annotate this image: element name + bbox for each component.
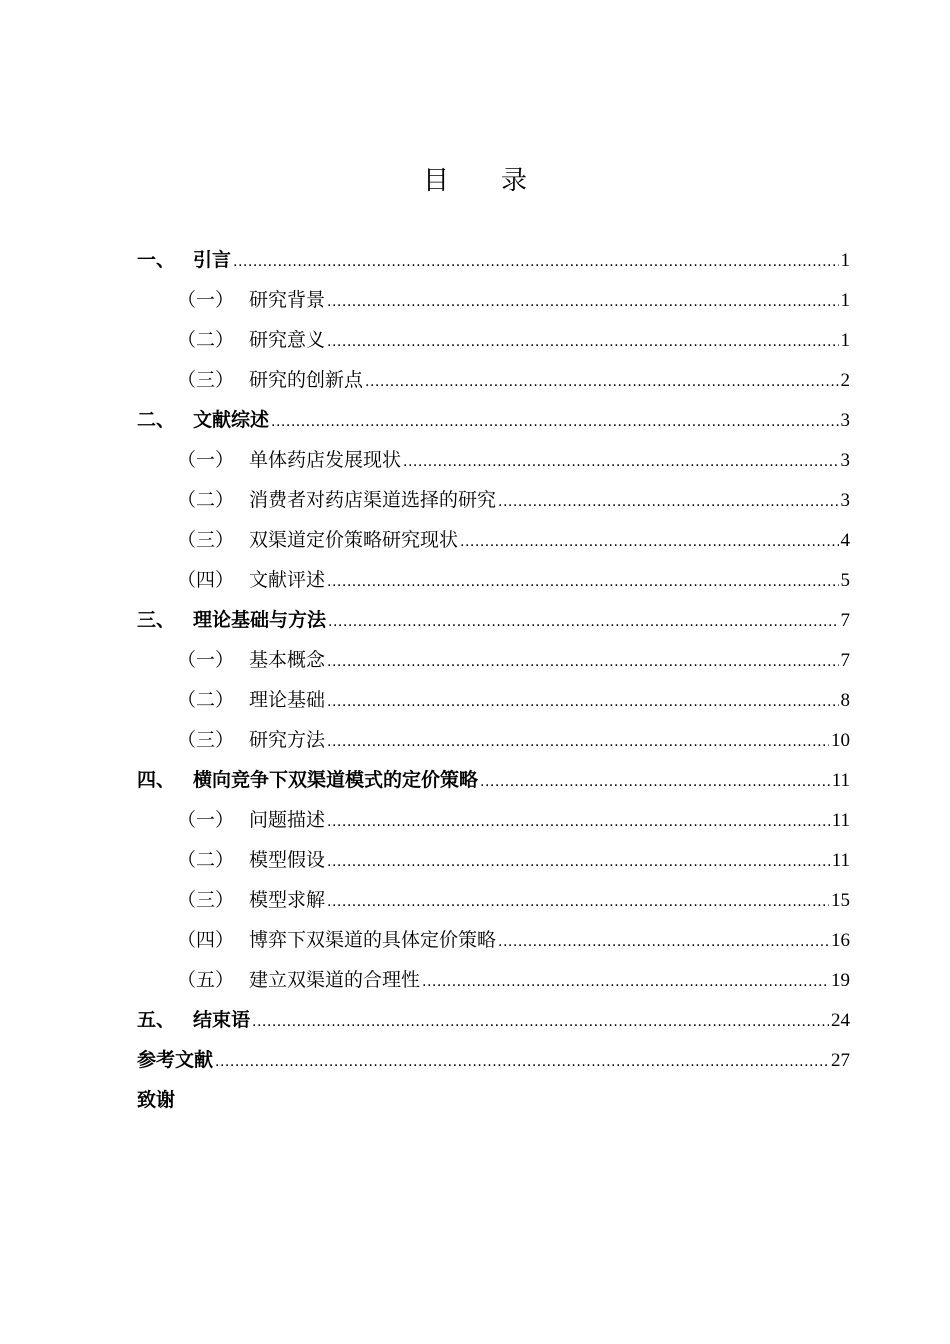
toc-entry-page-number: 11 (831, 770, 850, 791)
toc-entry-label: 模型假设 (249, 849, 326, 871)
toc-entry-page-number: 4 (840, 530, 850, 551)
toc-entry-number: （一） (177, 289, 235, 311)
toc-entry-page-number: 10 (831, 730, 850, 751)
toc-entry-number: （四） (177, 569, 235, 591)
toc-dot-leader (327, 562, 838, 602)
toc-entry-number: （一） (177, 449, 235, 471)
toc-dot-leader (327, 722, 829, 762)
toc-entry-label: 引言 (193, 249, 232, 271)
toc-entry-label: 博弈下双渠道的具体定价策略 (249, 929, 497, 951)
toc-entry-label: 模型求解 (249, 889, 326, 911)
toc-dot-leader (327, 802, 830, 842)
toc-section-entry[interactable] (137, 720, 850, 760)
toc-dot-leader (498, 482, 838, 522)
toc-entry-label: 文献综述 (193, 409, 270, 431)
toc-entry-page-number: 5 (840, 570, 850, 591)
toc-chapter-entry[interactable] (137, 1040, 850, 1080)
toc-entry-label: 消费者对药店渠道选择的研究 (249, 489, 497, 511)
toc-section-entry[interactable] (137, 440, 850, 480)
toc-entry-number: （一） (177, 809, 235, 831)
toc-dot-leader (327, 282, 838, 322)
toc-chapter-entry[interactable] (137, 600, 850, 640)
toc-entry-page-number: 19 (831, 970, 850, 991)
toc-section-entry[interactable] (137, 680, 850, 720)
toc-title (0, 160, 950, 197)
toc-entry-number: 五、 (137, 1009, 176, 1031)
toc-section-entry[interactable] (137, 560, 850, 600)
toc-entry-number: （二） (177, 329, 235, 351)
toc-entry-label: 理论基础 (249, 689, 326, 711)
toc-entry-page-number: 3 (840, 490, 850, 511)
toc-dot-leader (480, 762, 830, 802)
toc-section-entry[interactable] (137, 520, 850, 560)
toc-entry-label: 研究的创新点 (249, 369, 364, 391)
toc-dot-leader (403, 442, 838, 482)
toc-entry-label: 问题描述 (249, 809, 326, 831)
toc-dot-leader (328, 602, 838, 642)
toc-dot-leader (327, 882, 829, 922)
toc-entry-label: 文献评述 (249, 569, 326, 591)
toc-chapter-entry[interactable] (137, 240, 850, 280)
toc-entry-label: 基本概念 (249, 649, 326, 671)
toc-section-entry[interactable] (137, 960, 850, 1000)
toc-entry-label: 结束语 (193, 1009, 251, 1031)
toc-entry-label: 致谢 (137, 1089, 176, 1111)
toc-entry-number: 四、 (137, 769, 176, 791)
toc-entry-number: （五） (177, 969, 235, 991)
toc-dot-leader (327, 682, 838, 722)
toc-section-entry[interactable] (137, 920, 850, 960)
toc-entry-page-number: 1 (840, 250, 850, 271)
toc-dot-leader (327, 842, 830, 882)
toc-entry-number: （四） (177, 929, 235, 951)
toc-entry-label: 研究背景 (249, 289, 326, 311)
toc-dot-leader (327, 642, 838, 682)
toc-entry-number: （三） (177, 529, 235, 551)
toc-chapter-entry[interactable] (137, 760, 850, 800)
toc-entry-number: （二） (177, 489, 235, 511)
toc-entry-page-number: 24 (831, 1010, 850, 1031)
toc-chapter-entry[interactable] (137, 1000, 850, 1040)
toc-section-entry[interactable] (137, 640, 850, 680)
toc-entry-number: （三） (177, 729, 235, 751)
toc-entry-page-number: 7 (840, 650, 850, 671)
toc-title-left: 目 (422, 166, 449, 196)
toc-entry-number: （二） (177, 689, 235, 711)
toc-entry-label: 双渠道定价策略研究现状 (249, 529, 459, 551)
toc-section-entry[interactable] (137, 360, 850, 400)
toc-dot-leader (498, 922, 829, 962)
toc-entry-page-number: 1 (840, 290, 850, 311)
toc-title-right: 录 (501, 166, 528, 196)
toc-entry-page-number: 11 (831, 810, 850, 831)
toc-entry-label: 单体药店发展现状 (249, 449, 402, 471)
toc-entry-label: 横向竞争下双渠道模式的定价策略 (193, 769, 479, 791)
toc-dot-leader (460, 522, 838, 562)
toc-entry-number: （二） (177, 849, 235, 871)
toc-entry-number: （一） (177, 649, 235, 671)
table-of-contents (137, 240, 850, 1120)
toc-section-entry[interactable] (137, 840, 850, 880)
toc-entry-page-number: 15 (831, 890, 850, 911)
toc-entry-page-number: 3 (840, 410, 850, 431)
toc-entry-page-number: 3 (840, 450, 850, 471)
toc-dot-leader (327, 322, 838, 362)
toc-section-entry[interactable] (137, 320, 850, 360)
toc-entry-number: （三） (177, 369, 235, 391)
toc-section-entry[interactable] (137, 280, 850, 320)
toc-dot-leader (422, 962, 829, 1002)
toc-entry-label: 参考文献 (137, 1049, 214, 1071)
toc-chapter-entry[interactable] (137, 1080, 850, 1120)
toc-entry-page-number: 8 (840, 690, 850, 711)
toc-section-entry[interactable] (137, 800, 850, 840)
toc-entry-page-number: 11 (831, 850, 850, 871)
toc-dot-leader (271, 402, 838, 442)
toc-entry-number: 二、 (137, 409, 176, 431)
toc-dot-leader (233, 242, 838, 282)
toc-entry-label: 研究方法 (249, 729, 326, 751)
toc-entry-page-number: 27 (831, 1050, 850, 1071)
toc-entry-label: 建立双渠道的合理性 (249, 969, 421, 991)
toc-chapter-entry[interactable] (137, 400, 850, 440)
toc-entry-label: 研究意义 (249, 329, 326, 351)
toc-dot-leader (252, 1002, 829, 1042)
toc-entry-page-number: 1 (840, 330, 850, 351)
toc-entry-number: （三） (177, 889, 235, 911)
toc-entry-page-number: 16 (831, 930, 850, 951)
toc-entry-label: 理论基础与方法 (193, 609, 327, 631)
toc-dot-leader (215, 1042, 829, 1082)
toc-section-entry[interactable] (137, 880, 850, 920)
toc-entry-page-number: 2 (840, 370, 850, 391)
toc-section-entry[interactable] (137, 480, 850, 520)
toc-dot-leader (365, 362, 838, 402)
toc-entry-number: 一、 (137, 249, 176, 271)
toc-entry-page-number: 7 (840, 610, 850, 631)
toc-entry-number: 三、 (137, 609, 176, 631)
